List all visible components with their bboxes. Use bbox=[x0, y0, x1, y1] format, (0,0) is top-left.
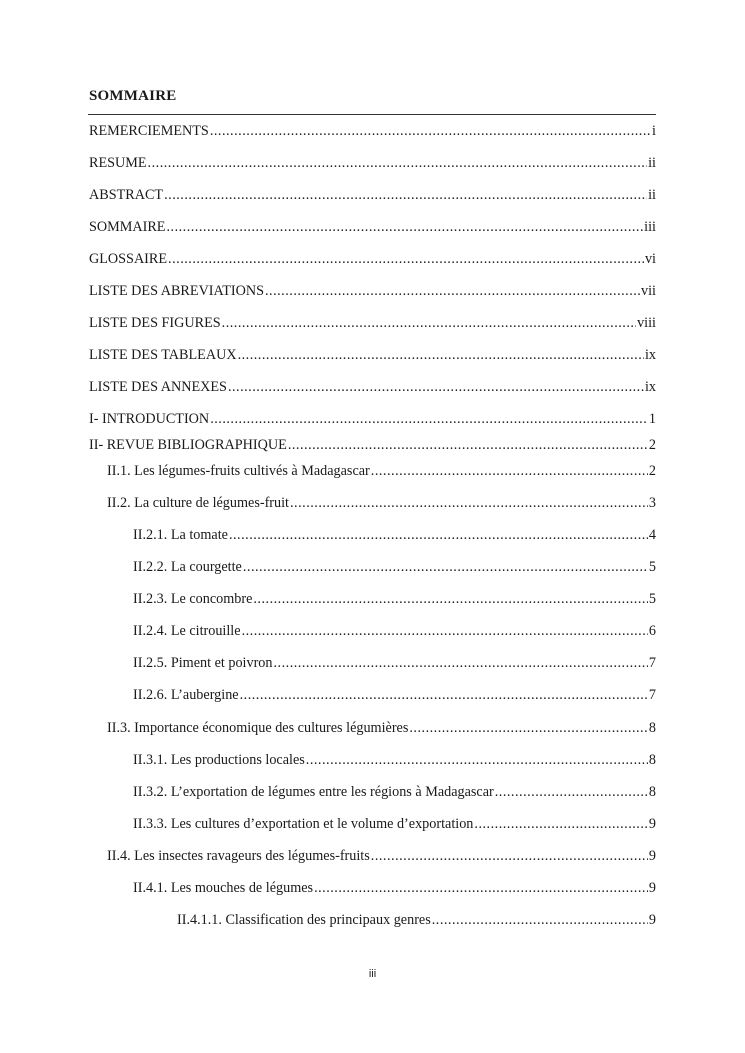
toc-entry-label: II.2.5. Piment et poivron bbox=[133, 655, 273, 671]
toc-entry-label: II.4.1. Les mouches de légumes bbox=[133, 880, 314, 896]
toc-leader bbox=[164, 186, 647, 204]
toc-leader bbox=[290, 494, 648, 512]
toc-entry bbox=[133, 686, 656, 704]
toc-entry bbox=[133, 590, 656, 608]
toc-leader bbox=[288, 436, 648, 454]
toc-leader bbox=[409, 719, 648, 737]
toc-leader bbox=[238, 346, 644, 364]
toc-entry-label: SOMMAIRE bbox=[89, 219, 166, 235]
toc-page-number: 5 bbox=[648, 591, 656, 607]
toc-entry-label: II.3.1. Les productions locales bbox=[133, 752, 305, 768]
toc-entry bbox=[89, 346, 656, 364]
toc-leader bbox=[242, 622, 648, 640]
toc-leader bbox=[306, 751, 648, 769]
toc-page-number: iii bbox=[644, 219, 656, 235]
toc-entry bbox=[89, 314, 656, 332]
toc-leader bbox=[240, 686, 648, 704]
toc-entry bbox=[133, 815, 656, 833]
toc-entry-label: II.2.1. La tomate bbox=[133, 527, 228, 543]
toc-leader bbox=[168, 250, 644, 268]
toc-entry bbox=[107, 494, 656, 512]
toc-entry bbox=[89, 250, 656, 268]
toc-entry bbox=[107, 719, 656, 737]
toc-page-number: ii bbox=[648, 187, 656, 203]
toc-page-number: 5 bbox=[648, 559, 656, 575]
page-title: SOMMAIRE bbox=[89, 88, 177, 104]
toc-leader bbox=[371, 462, 648, 480]
title-underline bbox=[88, 114, 656, 115]
toc-entry bbox=[89, 282, 656, 300]
toc-page-number: ix bbox=[644, 379, 656, 395]
toc-page-number: ii bbox=[648, 155, 656, 171]
toc-entry-label: II.2.3. Le concombre bbox=[133, 591, 253, 607]
toc-entry bbox=[89, 186, 656, 204]
toc-entry-label: LISTE DES TABLEAUX bbox=[89, 347, 237, 363]
toc-leader bbox=[222, 314, 636, 332]
toc-entry bbox=[133, 558, 656, 576]
toc-page-number: 9 bbox=[648, 880, 656, 896]
toc-entry-label: II.2. La culture de légumes-fruit bbox=[107, 495, 289, 511]
toc-entry bbox=[133, 783, 656, 801]
toc-leader bbox=[229, 526, 648, 544]
toc-entry-label: II.3.3. Les cultures d’exportation et le volume d’exportation bbox=[133, 816, 474, 832]
toc-leader bbox=[166, 218, 643, 236]
toc-entry-label: GLOSSAIRE bbox=[89, 251, 168, 267]
toc-page-number: viii bbox=[637, 315, 656, 331]
toc-leader bbox=[243, 558, 648, 576]
toc-page-number: 8 bbox=[648, 720, 656, 736]
toc-entry bbox=[177, 911, 656, 929]
toc-page-number: 7 bbox=[648, 687, 656, 703]
toc-entry-label: REMERCIEMENTS bbox=[89, 123, 209, 139]
toc-entry bbox=[133, 622, 656, 640]
toc-leader bbox=[148, 154, 648, 172]
toc-entry-label: I- INTRODUCTION bbox=[89, 411, 210, 427]
toc-leader bbox=[432, 911, 648, 929]
toc-page-number: 2 bbox=[648, 463, 656, 479]
toc-entry-label: II.2.4. Le citrouille bbox=[133, 623, 241, 639]
toc-page-number: vii bbox=[641, 283, 656, 299]
toc-page-number: 6 bbox=[648, 623, 656, 639]
toc-entry-label: II.4. Les insectes ravageurs des légumes-fruits bbox=[107, 848, 370, 864]
toc-entry bbox=[89, 122, 656, 140]
toc-leader bbox=[371, 847, 648, 865]
toc-leader bbox=[474, 815, 648, 833]
toc-page-number: 4 bbox=[648, 527, 656, 543]
toc-page-number: 8 bbox=[648, 752, 656, 768]
toc-entry bbox=[133, 526, 656, 544]
toc-page-number: 8 bbox=[648, 784, 656, 800]
toc-entry bbox=[89, 436, 656, 454]
toc-leader bbox=[274, 654, 648, 672]
toc-entry-label: II.3.2. L’exportation de légumes entre les régions à Madagascar bbox=[133, 784, 494, 800]
page-number-footer: iii bbox=[368, 968, 377, 980]
toc-leader bbox=[210, 122, 651, 140]
toc-entry-label: II.3. Importance économique des cultures légumières bbox=[107, 720, 409, 736]
toc-page-number: 9 bbox=[648, 848, 656, 864]
toc-entry-label: RESUME bbox=[89, 155, 147, 171]
toc-page-number: i bbox=[652, 123, 656, 139]
toc-leader bbox=[253, 590, 648, 608]
toc-entry bbox=[89, 410, 656, 428]
toc-page-number: 9 bbox=[648, 912, 656, 928]
toc-entry bbox=[133, 879, 656, 897]
toc-entry bbox=[133, 751, 656, 769]
toc-page-number: 9 bbox=[648, 816, 656, 832]
toc-leader bbox=[210, 410, 648, 428]
toc-page-number: vi bbox=[644, 251, 656, 267]
toc-entry-label: LISTE DES ABREVIATIONS bbox=[89, 283, 264, 299]
toc-leader bbox=[314, 879, 648, 897]
toc-entry-label: LISTE DES FIGURES bbox=[89, 315, 221, 331]
toc-entry bbox=[107, 847, 656, 865]
toc-leader bbox=[265, 282, 640, 300]
toc-leader bbox=[495, 783, 648, 801]
toc-page-number: 7 bbox=[648, 655, 656, 671]
toc-leader bbox=[228, 378, 644, 396]
toc-entry-label: LISTE DES ANNEXES bbox=[89, 379, 227, 395]
toc-page-number: 3 bbox=[648, 495, 656, 511]
toc-page-number: 1 bbox=[648, 411, 656, 427]
toc-entry bbox=[89, 218, 656, 236]
toc-entry-label: II.2.6. L’aubergine bbox=[133, 687, 239, 703]
toc-entry-label: II.4.1.1. Classification des principaux genres bbox=[177, 912, 431, 928]
toc-entry-label: ABSTRACT bbox=[89, 187, 164, 203]
toc-page-number: ix bbox=[644, 347, 656, 363]
toc-entry bbox=[89, 154, 656, 172]
toc-entry-label: II.2.2. La courgette bbox=[133, 559, 242, 575]
toc-entry bbox=[107, 462, 656, 480]
toc-entry-label: II- REVUE BIBLIOGRAPHIQUE bbox=[89, 437, 287, 453]
toc-entry bbox=[89, 378, 656, 396]
toc-entry bbox=[133, 654, 656, 672]
toc-page-number: 2 bbox=[648, 437, 656, 453]
toc-entry-label: II.1. Les légumes-fruits cultivés à Madagascar bbox=[107, 463, 370, 479]
